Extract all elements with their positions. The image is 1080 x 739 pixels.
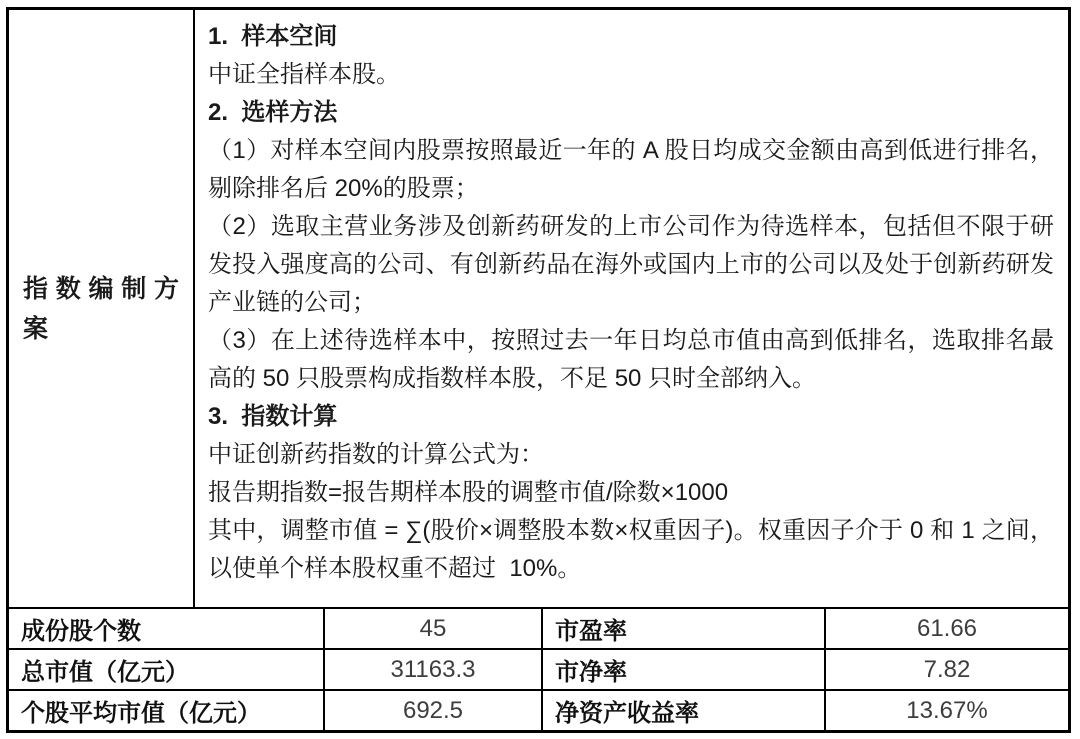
stats-row-2 xyxy=(9,648,1068,689)
stat-value-avg-market-cap: 692.5 xyxy=(325,691,543,730)
scheme-content-cell xyxy=(195,10,1068,607)
stat-value-pe-ratio: 61.66 xyxy=(916,614,978,642)
scheme-section xyxy=(9,10,1068,609)
stat-label-constituent-count: 成份股个数 xyxy=(9,609,325,648)
scheme-row-header-line2: 案 xyxy=(23,314,49,343)
section-heading-index-calculation: 3. 指数计算 xyxy=(208,403,338,430)
document-table xyxy=(6,7,1071,733)
scheme-row-header-cell xyxy=(9,10,195,607)
section-heading-selection-method: 2. 选样方法 xyxy=(208,99,338,126)
stat-label-avg-market-cap: 个股平均市值（亿元） xyxy=(9,691,325,730)
stat-value-pb-ratio: 7.82 xyxy=(923,655,971,683)
stat-label-roe: 净资产收益率 xyxy=(543,691,826,730)
paragraph-weight-factor: 其中，调整市值 = ∑(股价×调整股本数×权重因子)。权重因子介于 0 和 1 之间，以使单个样本股权重不超过 10%。 xyxy=(208,517,1054,582)
stat-label-pe-ratio: 市盈率 xyxy=(543,609,826,648)
stats-table xyxy=(9,609,1068,730)
paragraph-selection-step1: （1）对样本空间内股票按照最近一年的 A 股日均成交金额由高到低进行排名，剔除排名后 20%的股票； xyxy=(208,137,1054,202)
paragraph-selection-step3: （3）在上述待选样本中，按照过去一年日均总市值由高到低排名，选取排名最高的 50 只股票构成指数样本股，不足 50 只时全部纳入。 xyxy=(208,327,1054,392)
stat-label-total-market-cap: 总市值（亿元） xyxy=(9,650,325,689)
scheme-row-header-line1: 指数编制方 xyxy=(23,274,179,303)
stats-row-1 xyxy=(9,609,1068,648)
stat-value-constituent-count: 45 xyxy=(325,609,543,648)
section-heading-sample-space: 1. 样本空间 xyxy=(208,23,338,50)
stat-value-roe: 13.67% xyxy=(906,696,988,724)
stat-label-pb-ratio: 市净率 xyxy=(543,650,826,689)
stats-row-3 xyxy=(9,689,1068,730)
paragraph-formula-intro: 中证创新药指数的计算公式为： xyxy=(208,441,544,468)
paragraph-formula: 报告期指数=报告期样本股的调整市值/除数×1000 xyxy=(208,479,729,506)
paragraph-selection-step2: （2）选取主营业务涉及创新药研发的上市公司作为待选样本，包括但不限于研发投入强度高的公司、有创新药品在海外或国内上市的公司以及处于创新药研发产业链的公司； xyxy=(208,213,1054,316)
stat-value-total-market-cap: 31163.3 xyxy=(325,650,543,689)
paragraph-sample-space: 中证全指样本股。 xyxy=(208,61,400,88)
